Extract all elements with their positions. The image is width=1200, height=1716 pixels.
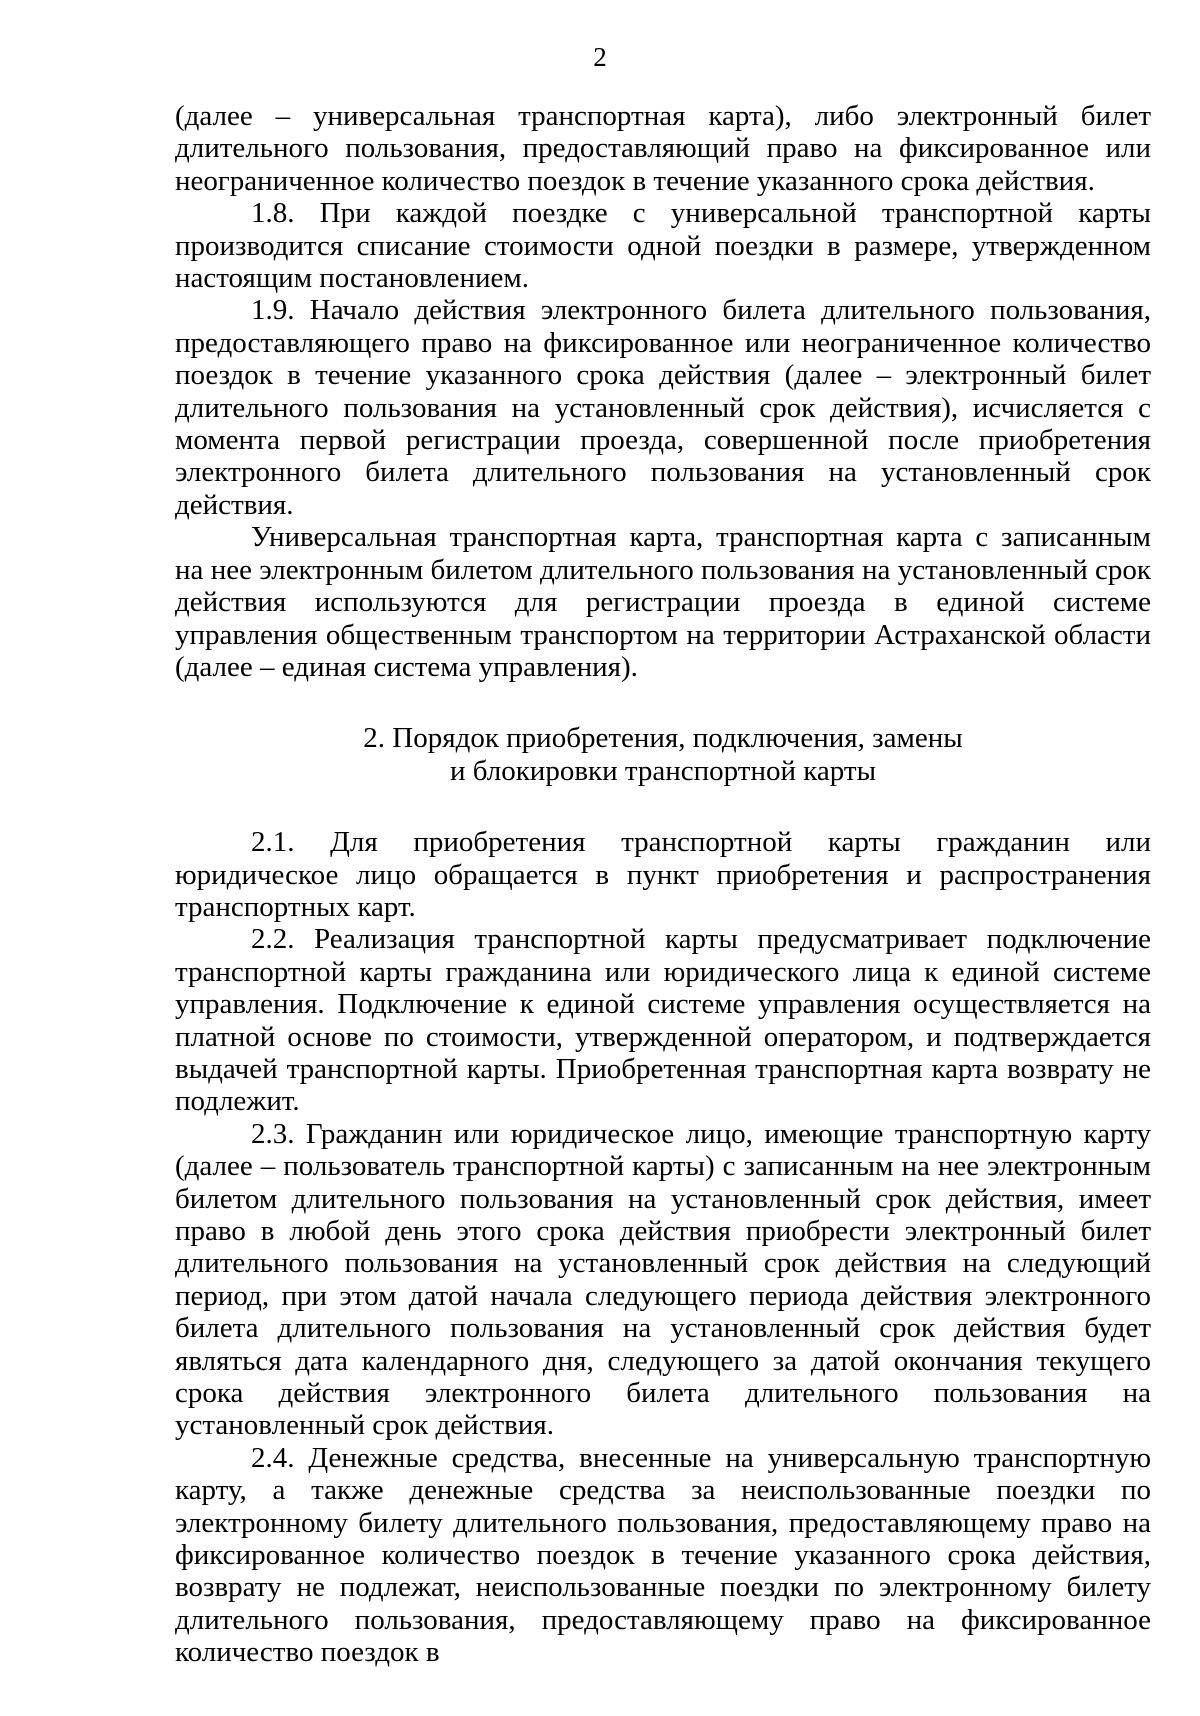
section-heading-line-1: 2. Порядок приобретения, подключения, замены: [363, 722, 963, 755]
paragraph-continuation: (далее – универсальная транспортная карта), либо электронный билет длительного пользования, предоставляющий право на фиксированное или неограниченное количество поездок в течение указанного срока действия.: [175, 100, 1151, 197]
paragraph-1-9-universal-card: Универсальная транспортная карта, транспортная карта с записанным на нее электронным билетом длительного пользования на установленный срок действия используются для регистрации проезда в единой системе управления общественным транспортом на территории Астраханской области (далее – единая система управления).: [175, 521, 1151, 683]
paragraph-1-9: 1.9. Начало действия электронного билета длительного пользования, предоставляющего право на фиксированное или неограниченное количество поездок в течение указанного срока действия (далее – электронный билет длительного пользования на установленный срок действия), исчисляется с момента первой регистрации проезда, совершенной после приобретения электронного билета длительного пользования на установленный срок действия.: [175, 294, 1151, 521]
paragraph-2-2: 2.2. Реализация транспортной карты предусматривает подключение транспортной карты гражданина или юридического лица к единой системе управления. Подключение к единой системе управления осуществляется на платной основе по стоимости, утвержденной оператором, и подтверждается выдачей транспортной карты. Приобретенная транспортная карта возврату не подлежит.: [175, 923, 1151, 1118]
section-heading: [175, 722, 1151, 787]
page-number: 2: [593, 42, 607, 72]
document-body: [175, 100, 1151, 1669]
section-heading-line-2: и блокировки транспортной карты: [449, 754, 877, 787]
paragraph-1-8: 1.8. При каждой поездке с универсальной транспортной карты производится списание стоимости одной поездки в размере, утвержденном настоящим постановлением.: [175, 197, 1151, 295]
paragraph-2-3: 2.3. Гражданин или юридическое лицо, имеющие транспортную карту (далее – пользователь транспортной карты) с записанным на нее электронным билетом длительного пользования на установленный срок действия, имеет право в любой день этого срока действия приобрести электронный билет длительного пользования на установленный срок действия на следующий период, при этом датой начала следующего периода действия электронного билета длительного пользования на установленный срок действия будет являться дата календарного дня, следующего за датой окончания текущего срока действия электронного билета длительного пользования на установленный срок действия.: [175, 1117, 1151, 1442]
paragraph-2-4: 2.4. Денежные средства, внесенные на универсальную транспортную карту, а также денежные средства за неиспользованные поездки по электронному билету длительного пользования, предоставляющему право на фиксированное количество поездок в течение указанного срока действия, возврату не подлежат, неиспользованные поездки по электронному билету длительного пользования, предоставляющему право на фиксированное количество поездок в: [175, 1441, 1151, 1669]
paragraph-2-1: 2.1. Для приобретения транспортной карты гражданин или юридическое лицо обращается в пункт приобретения и распространения транспортных карт.: [175, 826, 1151, 923]
